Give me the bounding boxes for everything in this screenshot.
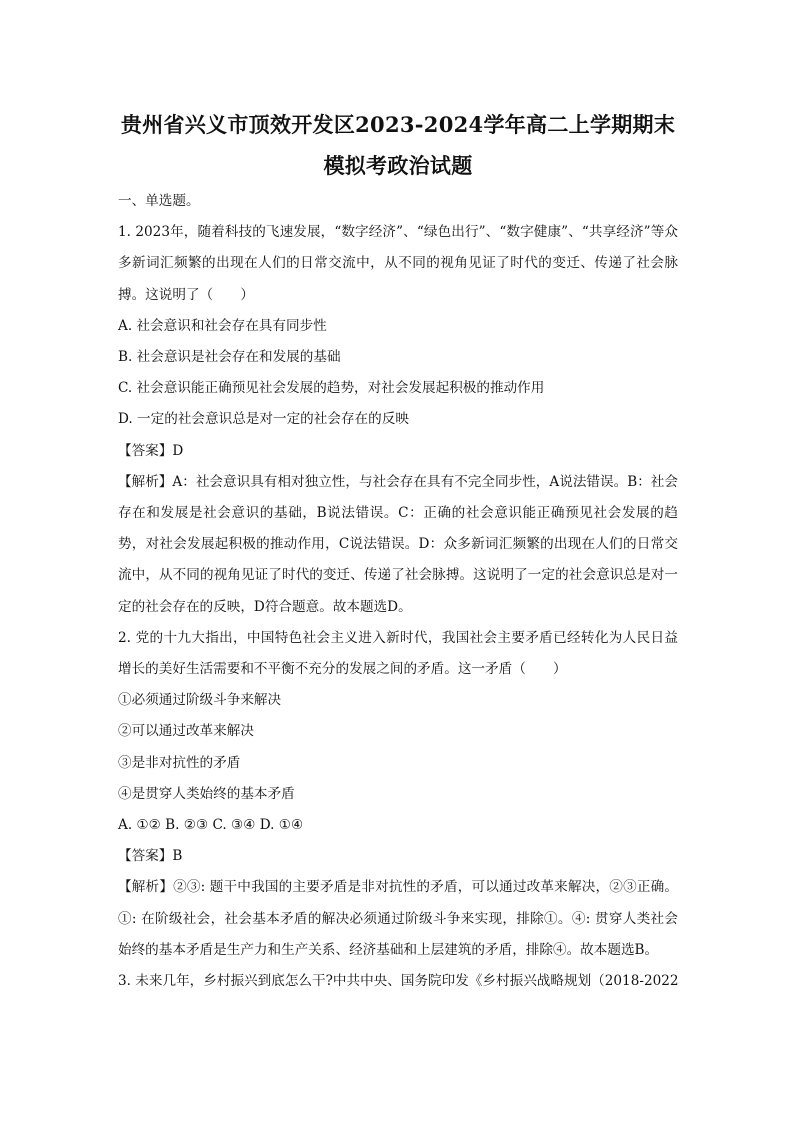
question-stem: 1. 2023年，随着科技的飞速发展，“数字经济”、“绿色出行”、“数字健康”、“共享经济”等众多新词汇频繁的出现在人们的日常交流中，从不同的视角见证了时代的变迁、传递了社会脉搏。这说明了（ ）	[118, 224, 678, 303]
analysis: 【解析】A：社会意识具有相对独立性，与社会存在具有不完全同步性，A说法错误。B：社会存在和发展是社会意识的基础，B说法错误。C：正确的社会意识能正确预见社会发展的趋势，对社会发展起积极的推动作用，C说法错误。D：众多新词汇频繁的出现在人们的日常交流中，从不同的视角见证了时代的变迁、传递了社会脉搏。这说明了一定的社会意识总是对一定的社会存在的反映，D符合题意。故本题选D。	[118, 473, 678, 615]
document-title	[118, 104, 678, 186]
question-3	[118, 966, 678, 997]
statement-2: ②可以通过改革来解决	[118, 723, 254, 740]
question-2	[118, 623, 678, 966]
question-1	[118, 217, 678, 623]
option-d: D. 一定的社会意识总是对一定的社会存在的反映	[118, 411, 409, 428]
analysis: 【解析】②③: 题干中我国的主要矛盾是非对抗性的矛盾，可以通过改革来解决，②③正确。①: 在阶级社会，社会基本矛盾的解决必须通过阶级斗争来实现，排除①。④: 贯穿人类社会始终的基本矛盾是生产力和生产关系、经济基础和上层建筑的矛盾，排除④。故本题选B。	[118, 879, 678, 958]
answer: 【答案】B	[118, 848, 183, 865]
option-a: A. 社会意识和社会存在具有同步性	[118, 317, 327, 334]
choices: A. ①② B. ②③ C. ③④ D. ①④	[118, 817, 304, 834]
title-line-1: 贵州省兴义市顶效开发区2023-2024学年高二上学期期末	[120, 112, 676, 137]
option-b: B. 社会意识是社会存在和发展的基础	[118, 349, 341, 366]
answer: 【答案】D	[118, 442, 184, 459]
statement-3: ③是非对抗性的矛盾	[118, 754, 241, 771]
question-stem: 3. 未来几年，乡村振兴到底怎么干?中共中央、国务院印发《乡村振兴战略规划（2018-2022	[118, 973, 679, 990]
question-stem: 2. 党的十九大指出，中国特色社会主义进入新时代，我国社会主要矛盾已经转化为人民日益增长的美好生活需要和不平衡不充分的发展之间的矛盾。这一矛盾（ ）	[118, 629, 678, 678]
option-c: C. 社会意识能正确预见社会发展的趋势，对社会发展起积极的推动作用	[118, 380, 545, 397]
section-heading: 一、单选题。	[118, 193, 200, 209]
statement-4: ④是贯穿人类始终的基本矛盾	[118, 785, 295, 802]
statement-1: ①必须通过阶级斗争来解决	[118, 692, 282, 709]
document-body	[118, 186, 678, 997]
title-line-2: 模拟考政治试题	[323, 153, 473, 178]
